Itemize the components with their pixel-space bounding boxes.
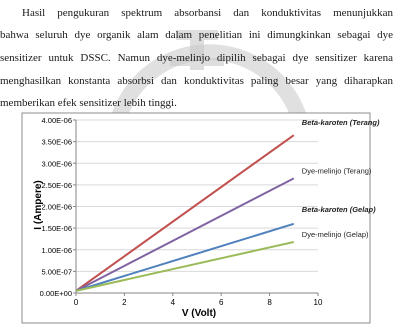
y-tick-label: 3.00E-06 <box>41 159 72 169</box>
paragraph-line: menghasilkan konstanta absorbsi dan konduktivitas paling besar yang diharapkan <box>0 75 393 87</box>
y-tick-labels <box>40 116 76 298</box>
paragraph-line: sensitizer untuk DSSC. Namun dye-melinjo dipilih sebagai dye sensitizer karena <box>0 52 393 64</box>
x-tick-label: 2 <box>122 298 127 307</box>
y-tick-label: 2.50E-06 <box>41 180 72 190</box>
series-label: Dye-melinjo (Terang) <box>301 166 372 176</box>
y-axis-title: I (Ampere) <box>33 180 44 230</box>
y-tick-label: 3.50E-06 <box>41 137 72 147</box>
series-label: Beta-karoten (Terang) <box>301 118 380 128</box>
x-tick-label: 6 <box>218 298 224 307</box>
series-label: Beta-karoten (Gelap) <box>301 204 376 214</box>
chart-frame <box>22 113 370 323</box>
y-tick-label: 0.00E+00 <box>39 289 72 298</box>
y-tick-label: 4.00E-06 <box>41 116 72 125</box>
x-tick-label: 10 <box>313 298 323 307</box>
y-tick-label: 2.00E-06 <box>41 202 72 212</box>
x-axis-title: V (Volt) <box>181 308 217 319</box>
series-label: Dye-melinjo (Gelap) <box>301 229 369 239</box>
paragraph-line: Hasil pengukuran spektrum absorbansi dan konduktivitas menunjukkan <box>22 7 393 19</box>
x-tick-label: 4 <box>170 298 176 307</box>
y-tick-label: 5.00E-07 <box>41 267 72 277</box>
paragraph-line: bahwa seluruh dye organik alam dalam penelitian ini dimungkinkan sebagai dye <box>0 29 393 41</box>
x-tick-label: 8 <box>267 298 272 307</box>
y-tick-label: 1.50E-06 <box>41 224 72 234</box>
paragraph-line: memberikan efek sensitizer lebih tinggi. <box>0 97 177 109</box>
x-tick-label: 0 <box>73 298 79 307</box>
y-tick-label: 1.00E-06 <box>41 245 72 255</box>
